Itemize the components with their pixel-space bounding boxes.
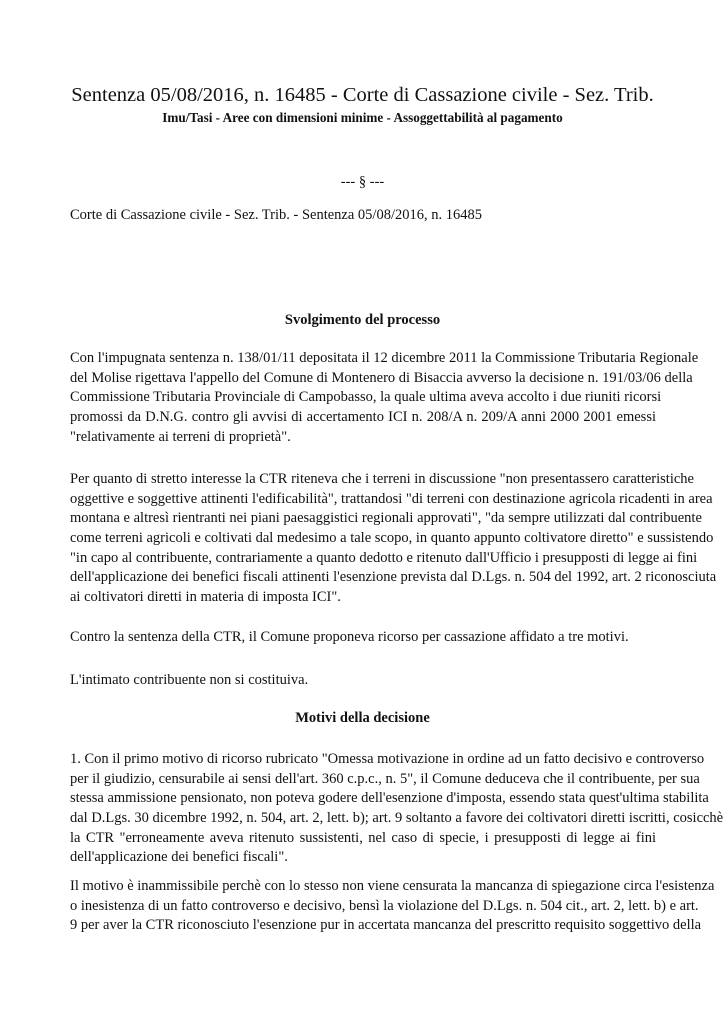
- text-line: la CTR "erroneamente aveva ritenuto sussistenti, nel caso di specie, i presupposti di legge ai fini: [70, 829, 656, 846]
- document-title: Sentenza 05/08/2016, n. 16485 - Corte di Cassazione civile - Sez. Trib.: [71, 84, 654, 106]
- text-line: Per quanto di stretto interesse la CTR riteneva che i terreni in discussione "non presentassero caratteristiche: [70, 471, 694, 487]
- text-line: dell'applicazione dei benefici fiscali".: [70, 849, 288, 866]
- text-line: come terreni agricoli e coltivati dal medesimo a tale scopo, in quanto appunto coltivatore diretto" e sussistendo: [70, 530, 714, 547]
- text-line: "in capo al contribuente, contrariamente a quanto dedotto e ritenuto dall'Ufficio i presupposti di legge ai fini: [70, 549, 698, 566]
- text-line: dal D.Lgs. 30 dicembre 1992, n. 504, art. 2, lett. b); art. 9 soltanto a favore dei coltivatori diretti iscritti, cosicchè: [70, 810, 724, 827]
- text-line: del Molise rigettava l'appello del Comune di Montenero di Bisaccia avverso la decisione n. 191/03/06 della: [70, 369, 693, 386]
- section-separator: --- § ---: [340, 174, 385, 190]
- text-line: ai coltivatori diretti in materia di imposta ICI".: [70, 589, 341, 606]
- text-line: L'intimato contribuente non si costituiva.: [70, 672, 309, 688]
- text-line: o inesistenza di un fatto controverso e decisivo, bensì la violazione del D.Lgs. n. 504 cit., art. 2, lett. b) e art.: [70, 897, 699, 914]
- text-line: per il giudizio, censurabile ai sensi dell'art. 360 c.p.c., n. 5", il Comune deduceva che il contribuente, per sua: [70, 770, 700, 787]
- section-heading-motivi: Motivi della decisione: [295, 710, 430, 726]
- paragraph: [70, 750, 724, 868]
- text-line: 1. Con il primo motivo di ricorso rubricato "Omessa motivazione in ordine ad un fatto decisivo e controverso: [70, 751, 705, 767]
- text-line: Commissione Tributaria Provinciale di Campobasso, la quale ultima aveva accolto i due riuniti ricorsi: [70, 389, 662, 406]
- text-line: "relativamente ai terreni di proprietà".: [70, 428, 291, 445]
- paragraph: [70, 470, 717, 608]
- text-line: montana e altresì rientranti nei piani paesaggistici regionali approvati", "da sempre utilizzati dal contribuente: [70, 510, 702, 527]
- paragraph: [70, 671, 656, 691]
- text-line: Il motivo è inammissibile perchè con lo stesso non viene censurata la mancanza di spiegazione circa l'esistenza: [70, 878, 715, 894]
- paragraph: [70, 349, 699, 447]
- text-line: promossi da D.N.G. contro gli avvisi di accertamento ICI n. 208/A n. 209/A anni 2000 2001 emessi: [70, 409, 656, 426]
- paragraph: [70, 877, 715, 936]
- text-line: 9 per aver la CTR riconosciuto l'esenzione pur in accertata mancanza del prescritto requisito soggettivo della: [70, 917, 702, 934]
- text-line: Contro la sentenza della CTR, il Comune proponeva ricorso per cassazione affidato a tre motivi.: [70, 629, 629, 645]
- document-subtitle: Imu/Tasi - Aree con dimensioni minime - Assoggettabilità al pagamento: [162, 110, 563, 125]
- text-line: stessa ammissione pensionato, non poteva godere dell'esenzione d'imposta, essendo stata quest'ultima stabilita: [70, 790, 709, 807]
- text-line: Con l'impugnata sentenza n. 138/01/11 depositata il 12 dicembre 2011 la Commissione Tributaria Regionale: [70, 350, 699, 366]
- text-line: dell'applicazione dei benefici fiscali attinenti l'esenzione prevista dal D.Lgs. n. 504 del 1992, art. 2 riconosciuta: [70, 569, 717, 586]
- citation-line: Corte di Cassazione civile - Sez. Trib. - Sentenza 05/08/2016, n. 16485: [70, 207, 482, 223]
- paragraph: [70, 628, 656, 648]
- text-line: oggettive e soggettive attinenti l'edificabilità", trattandosi "di terreni con destinazione agricola ricadenti in area: [70, 490, 713, 507]
- section-heading-svolgimento: Svolgimento del processo: [284, 312, 441, 328]
